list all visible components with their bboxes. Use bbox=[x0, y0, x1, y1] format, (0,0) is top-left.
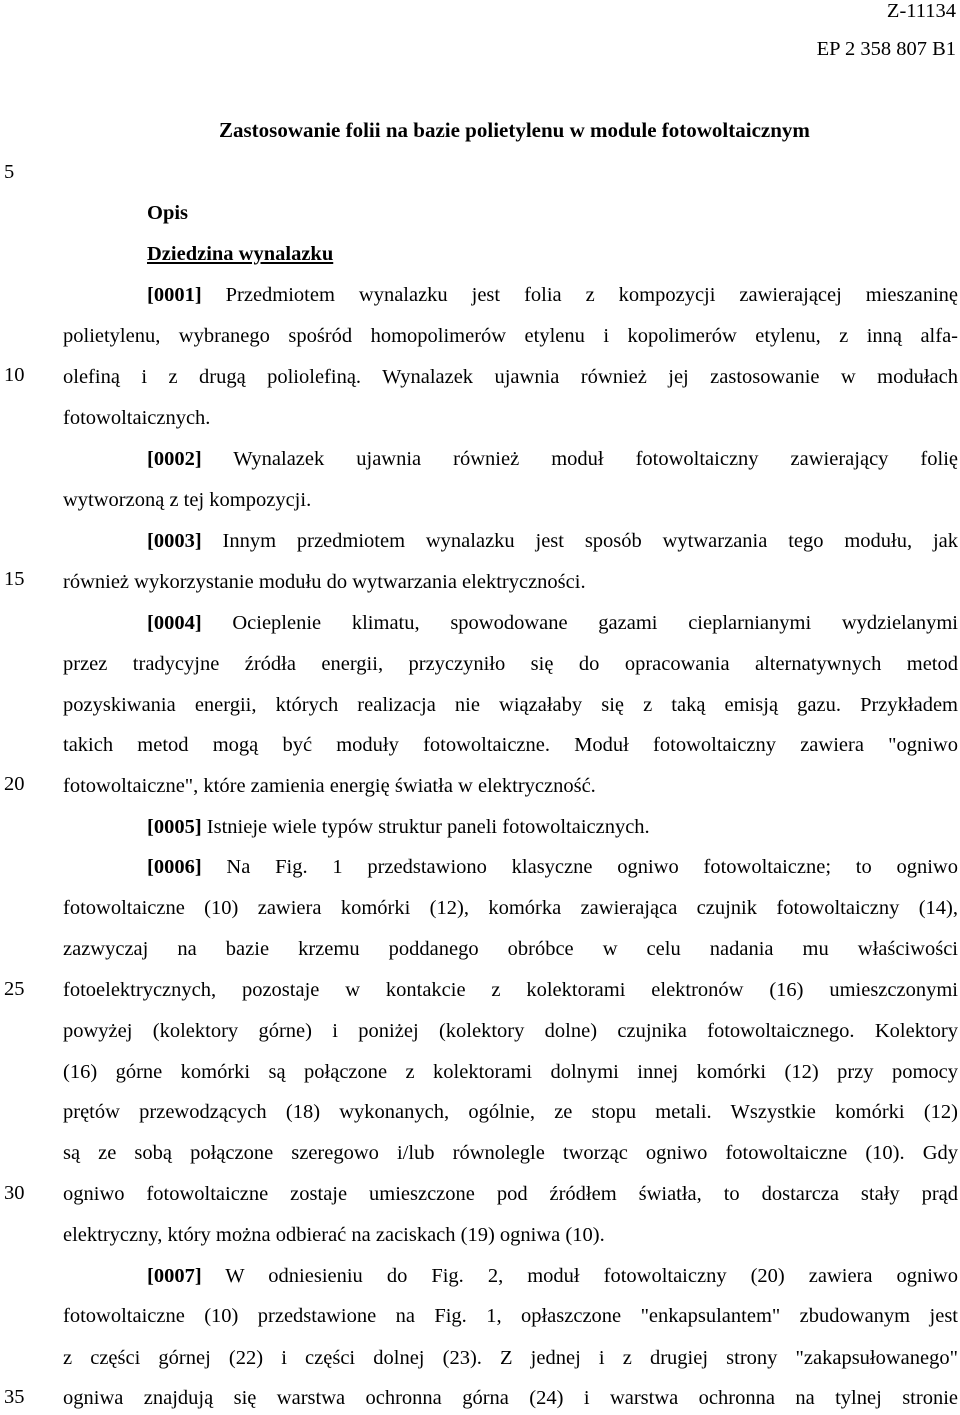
paragraph-first-line bbox=[147, 816, 958, 839]
text-line bbox=[63, 1387, 958, 1410]
section-heading-field: Dziedzina wynalazku bbox=[147, 243, 334, 265]
line-number: 10 bbox=[4, 364, 25, 386]
line-text: Na Fig. 1 przedstawiono klasyczne ogniwo fotowoltaiczne; to ogniwo bbox=[201, 856, 958, 878]
text-line bbox=[63, 1101, 958, 1124]
text-line bbox=[63, 1224, 958, 1247]
text-line bbox=[63, 1183, 958, 1206]
text-line bbox=[63, 571, 958, 594]
line-text: również wykorzystanie modułu do wytwarzania elektryczności. bbox=[63, 571, 586, 593]
line-number: 15 bbox=[4, 568, 25, 590]
line-text: Wynalazek ujawnia również moduł fotowoltaiczny zawierający folię bbox=[201, 448, 958, 470]
paragraph-first-line bbox=[147, 1265, 958, 1288]
text-line bbox=[63, 407, 958, 430]
paragraph-first-line bbox=[147, 856, 958, 879]
line-text: (16) górne komórki są połączone z kolektorami dolnymi innej komórki (12) przy pomocy bbox=[63, 1061, 958, 1083]
line-text: ogniwo fotowoltaiczne zostaje umieszczone pod źródłem światła, to dostarcza stały prąd bbox=[63, 1183, 958, 1205]
line-text: zazwyczaj na bazie krzemu poddanego obróbce w celu nadania mu właściwości bbox=[63, 938, 958, 960]
paragraph-number: [0005] bbox=[147, 816, 202, 838]
paragraph-number: [0004] bbox=[147, 612, 202, 634]
line-text: fotoelektrycznych, pozostaje w kontakcie z kolektorami elektronów (16) umieszczonymi bbox=[63, 979, 958, 1001]
line-text: wytworzoną z tej kompozycji. bbox=[63, 489, 312, 511]
line-text: są ze sobą połączone szeregowo i/lub równolegle tworząc ogniwo fotowoltaiczne (10). Gdy bbox=[63, 1142, 958, 1164]
line-text: powyżej (kolektory górne) i poniżej (kolektory dolne) czujnika fotowoltaicznego. Kolektory bbox=[63, 1020, 958, 1042]
patent-number: EP 2 358 807 B1 bbox=[816, 38, 956, 60]
line-text: takich metod mogą być moduły fotowoltaiczne. Moduł fotowoltaiczny zawiera "ogniwo bbox=[63, 734, 958, 756]
text-line bbox=[63, 1061, 958, 1084]
paragraph-first-line bbox=[147, 530, 958, 553]
line-text: olefiną i z drugą poliolefiną. Wynalazek ujawnia również jej zastosowanie w modułach bbox=[63, 366, 958, 388]
text-line bbox=[63, 325, 958, 348]
line-number: 25 bbox=[4, 978, 25, 1000]
line-text: fotowoltaiczne (10) zawiera komórki (12), komórka zawierająca czujnik fotowoltaiczny (14), bbox=[63, 897, 958, 919]
document-reference: Z-11134 bbox=[886, 0, 956, 22]
line-text: fotowoltaiczne", które zamienia energię światła w elektryczność. bbox=[63, 775, 596, 797]
text-line bbox=[63, 979, 958, 1002]
text-line bbox=[63, 653, 958, 676]
line-text: przez tradycyjne źródła energii, przyczyniło się do opracowania alternatywnych metod bbox=[63, 653, 958, 675]
paragraph-number: [0007] bbox=[147, 1265, 202, 1287]
text-line bbox=[63, 938, 958, 961]
text-line bbox=[63, 366, 958, 389]
line-text: prętów przewodzących (18) wykonanych, ogólnie, ze stopu metali. Wszystkie komórki (12) bbox=[63, 1101, 958, 1123]
line-text: Ocieplenie klimatu, spowodowane gazami cieplarnianymi wydzielanymi bbox=[201, 612, 958, 634]
paragraph-number: [0002] bbox=[147, 448, 202, 470]
line-text: Istnieje wiele typów struktur paneli fotowoltaicznych. bbox=[201, 816, 650, 838]
paragraph-first-line bbox=[147, 612, 958, 635]
line-text: Innym przedmiotem wynalazku jest sposób wytwarzania tego modułu, jak bbox=[201, 530, 958, 552]
line-text: W odniesieniu do Fig. 2, moduł fotowoltaiczny (20) zawiera ogniwo bbox=[201, 1265, 958, 1287]
paragraph-number: [0001] bbox=[147, 284, 202, 306]
line-text: elektryczny, który można odbierać na zaciskach (19) ogniwa (10). bbox=[63, 1224, 605, 1246]
line-number: 35 bbox=[4, 1386, 25, 1408]
text-line bbox=[63, 1020, 958, 1043]
text-line bbox=[63, 1142, 958, 1165]
paragraph-first-line bbox=[147, 284, 958, 307]
line-text: pozyskiwania energii, których realizacja nie wiązałaby się z taką emisją gazu. Przykładem bbox=[63, 694, 958, 716]
line-text: Przedmiotem wynalazku jest folia z kompozycji zawierającej mieszaninę bbox=[201, 284, 958, 306]
line-number: 30 bbox=[4, 1182, 25, 1204]
text-line bbox=[63, 1305, 958, 1328]
text-line bbox=[63, 1347, 958, 1370]
text-line bbox=[63, 897, 958, 920]
text-line bbox=[63, 775, 958, 798]
paragraph-number: [0006] bbox=[147, 856, 202, 878]
text-line bbox=[63, 734, 958, 757]
line-text: fotowoltaiczne (10) przedstawione na Fig. 1, opłaszczone "enkapsulantem" zbudowanym jest bbox=[63, 1305, 958, 1327]
line-number: 5 bbox=[4, 161, 15, 183]
section-heading-description: Opis bbox=[147, 202, 189, 224]
line-number: 20 bbox=[4, 773, 25, 795]
line-text: fotowoltaicznych. bbox=[63, 407, 211, 429]
text-line bbox=[63, 694, 958, 717]
line-text: z części górnej (22) i części dolnej (23). Z jednej i z drugiej strony "zakapsułowanego" bbox=[63, 1347, 958, 1369]
line-text: ogniwa znajdują się warstwa ochronna górna (24) i warstwa ochronna na tylnej stronie bbox=[63, 1387, 958, 1409]
paragraph-first-line bbox=[147, 448, 958, 471]
document-title: Zastosowanie folii na bazie polietylenu w module fotowoltaicznym bbox=[219, 118, 810, 142]
paragraph-number: [0003] bbox=[147, 530, 202, 552]
line-text: polietylenu, wybranego spośród homopolimerów etylenu i kopolimerów etylenu, z inną alfa- bbox=[63, 325, 958, 347]
text-line bbox=[63, 489, 958, 512]
